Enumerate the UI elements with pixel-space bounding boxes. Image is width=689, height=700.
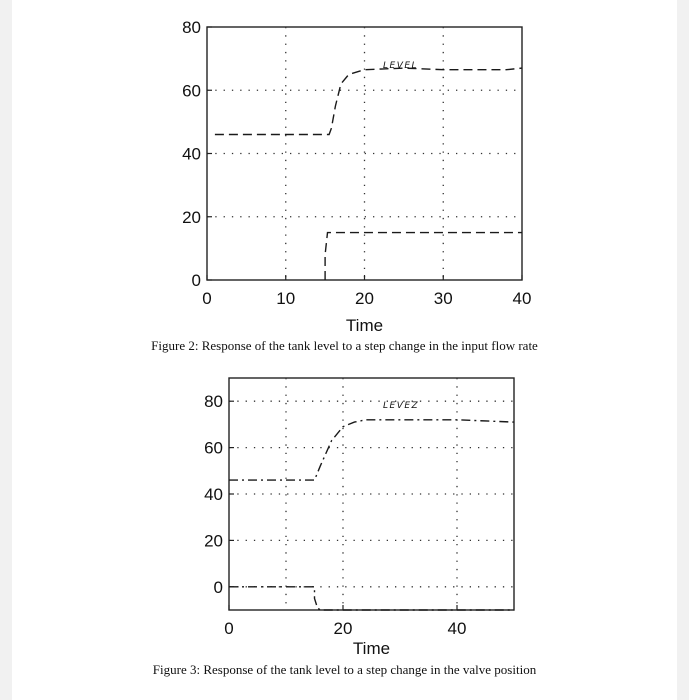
- chart3-x-tick-label: 40: [447, 619, 467, 638]
- chart2-series-level: [215, 68, 522, 134]
- chart3-series-valve-position: [229, 587, 514, 610]
- chart2-y-tick-label: 0: [191, 271, 201, 290]
- chart3-level-annotation: LEVEZ: [383, 401, 420, 411]
- chart3-x-axis-label: Time: [352, 639, 391, 658]
- figure-2-caption: Figure 2: Response of the tank level to a step change in the input flow rate: [151, 338, 538, 353]
- chart2-x-axis-label: Time: [345, 316, 384, 335]
- chart3-y-tick-label: 80: [204, 392, 223, 412]
- chart2-level-annotation: LEVEL: [383, 61, 419, 71]
- chart2-x-tick-label: 20: [355, 289, 374, 308]
- chart3-series-level: [229, 420, 514, 480]
- chart3-x-tick-label: 20: [333, 619, 353, 638]
- chart3-y-tick-label: 20: [204, 531, 223, 551]
- chart3-x-tick-label: 0: [224, 619, 234, 638]
- chart2-y-tick-label: 80: [182, 18, 201, 37]
- chart2-y-tick-label: 20: [182, 207, 201, 227]
- chart2-x-tick-label: 40: [512, 289, 532, 308]
- chart2-x-tick-label: 10: [276, 289, 296, 308]
- chart2-y-tick-label: 40: [182, 144, 201, 164]
- chart2-plot-frame: [207, 27, 522, 280]
- chart2-series-input-flow-rate: [325, 233, 522, 280]
- chart2-x-tick-label: 30: [433, 289, 453, 308]
- chart2-x-tick-label: 0: [202, 289, 212, 308]
- chart2-y-tick-label: 60: [182, 81, 201, 101]
- figure-3-caption: Figure 3: Response of the tank level to a step change in the valve position: [152, 662, 537, 677]
- chart3-y-tick-label: 40: [204, 485, 223, 504]
- chart3-y-tick-label: 60: [204, 438, 223, 458]
- chart3-y-tick-label: 0: [213, 577, 223, 597]
